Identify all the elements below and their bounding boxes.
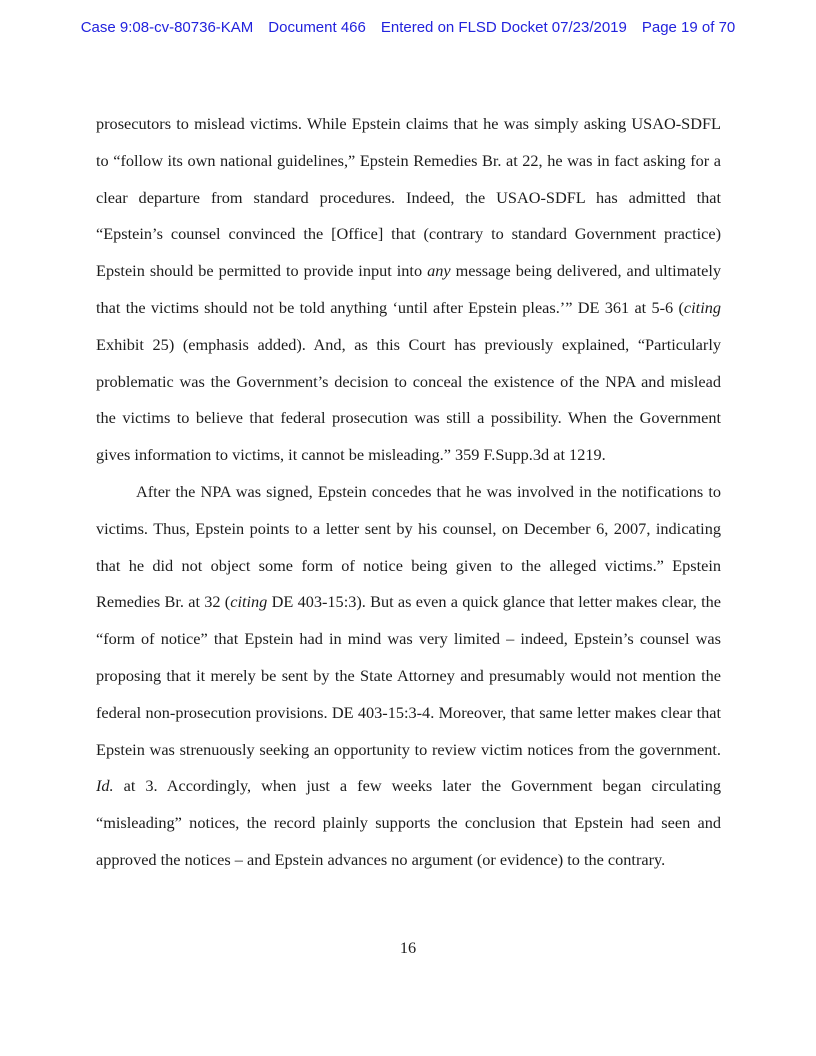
case-number: Case 9:08-cv-80736-KAM	[80, 19, 254, 36]
docket-entry-date: Entered on FLSD Docket 07/23/2019	[380, 19, 627, 36]
paragraph: prosecutors to mislead victims. While Epstein claims that he was simply asking USAO-SDFL to “follow its own national guidelines,” Epstein Remedies Br. at 22, he was in fact asking for a clear departure from standard procedures. Indeed, the USAO-SDFL has admitted that “Epstein’s counsel convinced the [Office] that (contrary to standard Government practice) Epstein should be permitted to provide input into any message being delivered, and ultimately that the victims should not be told anything ‘until after Epstein pleas.’” DE 361 at 5-6 (citing Exhibit 25) (emphasis added). And, as this Court has previously explained, “Particularly problematic was the Government’s decision to conceal the existence of the NPA and mislead the victims to believe that federal prosecution was still a possibility. When the Government gives information to victims, it cannot be misleading.” 359 F.Supp.3d at 1219.	[96, 114, 721, 465]
page-number: 16	[399, 938, 417, 957]
document-body	[96, 106, 721, 879]
page-footer	[0, 938, 816, 958]
page-of-total: Page 19 of 70	[641, 19, 736, 36]
ecf-stamp-header	[0, 19, 816, 36]
document-number: Document 466	[268, 19, 366, 36]
paragraph: After the NPA was signed, Epstein concedes that he was involved in the notifications to victims. Thus, Epstein points to a letter sent by his counsel, on December 6, 2007, indicating that he did not object some form of notice being given to the alleged victims.” Epstein Remedies Br. at 32 (citing DE 403-15:3). But as even a quick glance that letter makes clear, the “form of notice” that Epstein had in mind was very limited – indeed, Epstein’s counsel was proposing that it merely be sent by the State Attorney and presumably would not mention the federal non-prosecution provisions. DE 403-15:3-4. Moreover, that same letter makes clear that Epstein was strenuously seeking an opportunity to review victim notices from the government. Id. at 3. Accordingly, when just a few weeks later the Government began circulating “misleading” notices, the record plainly supports the conclusion that Epstein had seen and approved the notices – and Epstein advances no argument (or evidence) to the contrary.	[96, 481, 721, 869]
